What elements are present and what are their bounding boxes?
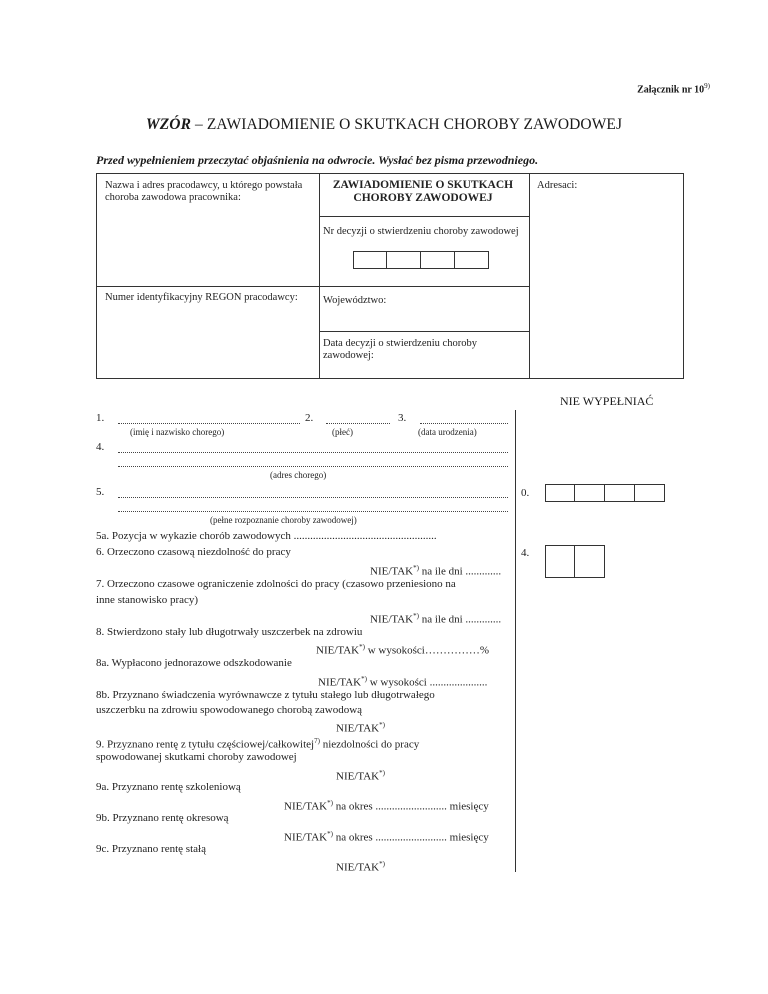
caption-sex: (płeć): [332, 427, 353, 437]
item-9-answer[interactable]: NIE/TAK*): [336, 769, 385, 783]
item-5a: 5a. Pozycja w wykazie chorób zawodowych ....................................................: [96, 530, 437, 542]
item-9c-answer[interactable]: NIE/TAK*): [336, 860, 385, 874]
address-field-line-2[interactable]: [118, 466, 508, 467]
item-8-answer[interactable]: NIE/TAK*) w wysokości……………%: [316, 643, 490, 657]
item-8b-answer[interactable]: NIE/TAK*): [336, 721, 385, 735]
sex-field[interactable]: [326, 423, 390, 424]
item-8a: 8a. Wypłacono jednorazowe odszkodowanie: [96, 657, 292, 669]
caption-name: (imię i nazwisko chorego): [130, 427, 225, 437]
field-number-4: 4.: [96, 441, 105, 453]
item-8: 8. Stwierdzono stały lub długotrwały uszczerbek na zdrowiu: [96, 626, 363, 638]
office-field-0-boxes[interactable]: [545, 484, 665, 502]
attachment-number: Załącznik nr 10$^{9)}$: [637, 82, 710, 96]
item-9a-answer[interactable]: NIE/TAK*) na okres .......................... miesięcy: [284, 799, 489, 813]
patient-name-field[interactable]: [118, 423, 300, 424]
birth-date-field[interactable]: [420, 423, 508, 424]
column-separator: [515, 410, 516, 872]
item-9a: 9a. Przyznano rentę szkoleniową: [96, 781, 241, 793]
voivodeship-label: Województwo:: [323, 295, 387, 306]
item-7: 7. Orzeczono czasowe ograniczenie zdolności do pracy (czasowo przeniesiono na: [96, 578, 456, 590]
item-9b: 9b. Przyznano rentę okresową: [96, 812, 229, 824]
item-8b-cont: uszczerbku na zdrowiu spowodowanego chorobą zawodową: [96, 704, 363, 716]
page-title: WZÓR – ZAWIADOMIENIE O SKUTKACH CHOROBY ZAWODOWEJ: [145, 116, 623, 133]
item-9: 9. Przyznano rentę z tytułu częściowej/całkowitej$^{7)}$ niezdolności do pracy: [96, 737, 420, 751]
field-number-1: 1.: [96, 412, 105, 424]
item-8a-answer[interactable]: NIE/TAK*) w wysokości .....................: [318, 675, 488, 689]
field-number-2: 2.: [305, 412, 314, 424]
address-field-line-1[interactable]: [118, 452, 508, 453]
regon-label: Numer identyfikacyjny REGON pracodawcy:: [105, 292, 298, 303]
decision-date-label: Data decyzji o stwierdzeniu choroby zawodowej:: [323, 338, 477, 361]
instruction-text: Przed wypełnieniem przeczytać objaśnienia na odwrocie. Wysłać bez pisma przewodniego.: [96, 153, 539, 167]
office-field-4-boxes[interactable]: [545, 545, 605, 578]
item-7-cont: inne stanowisko pracy): [96, 594, 199, 606]
item-6-answer[interactable]: NIE/TAK*) na ile dni .............: [370, 564, 502, 578]
caption-birth-date: (data urodzenia): [418, 427, 477, 437]
employer-name-label: Nazwa i adres pracodawcy, u którego powstała choroba zawodowa pracownika:: [105, 180, 303, 203]
field-number-3: 3.: [398, 412, 407, 424]
item-9-cont: spowodowanej skutkami choroby zawodowej: [96, 751, 297, 763]
caption-diagnosis: (pełne rozpoznanie choroby zawodowej): [210, 515, 357, 525]
item-9b-answer[interactable]: NIE/TAK*) na okres .......................... miesięcy: [284, 830, 489, 844]
item-6: 6. Orzeczono czasową niezdolność do pracy: [96, 546, 291, 558]
item-8b: 8b. Przyznano świadczenia wyrównawcze z tytułu stałego lub długotrwałego: [96, 689, 435, 701]
item-9c: 9c. Przyznano rentę stałą: [96, 843, 206, 855]
diagnosis-field-line-1[interactable]: [118, 497, 508, 498]
diagnosis-field-line-2[interactable]: [118, 511, 508, 512]
office-field-0-label: 0.: [521, 487, 530, 499]
decision-number-boxes[interactable]: [353, 251, 489, 269]
do-not-fill-label: NIE WYPEŁNIAĆ: [560, 394, 654, 408]
field-number-5: 5.: [96, 486, 105, 498]
caption-address: (adres chorego): [270, 470, 327, 480]
decision-number-label: Nr decyzji o stwierdzeniu choroby zawodowej: [323, 226, 519, 237]
item-7-answer[interactable]: NIE/TAK*) na ile dni .............: [370, 612, 502, 626]
recipients-label: Adresaci:: [537, 180, 578, 191]
office-field-4-label: 4.: [521, 547, 530, 559]
header-form-table: [96, 173, 684, 379]
notice-title: ZAWIADOMIENIE O SKUTKACH CHOROBY ZAWODOWEJ: [332, 179, 514, 204]
